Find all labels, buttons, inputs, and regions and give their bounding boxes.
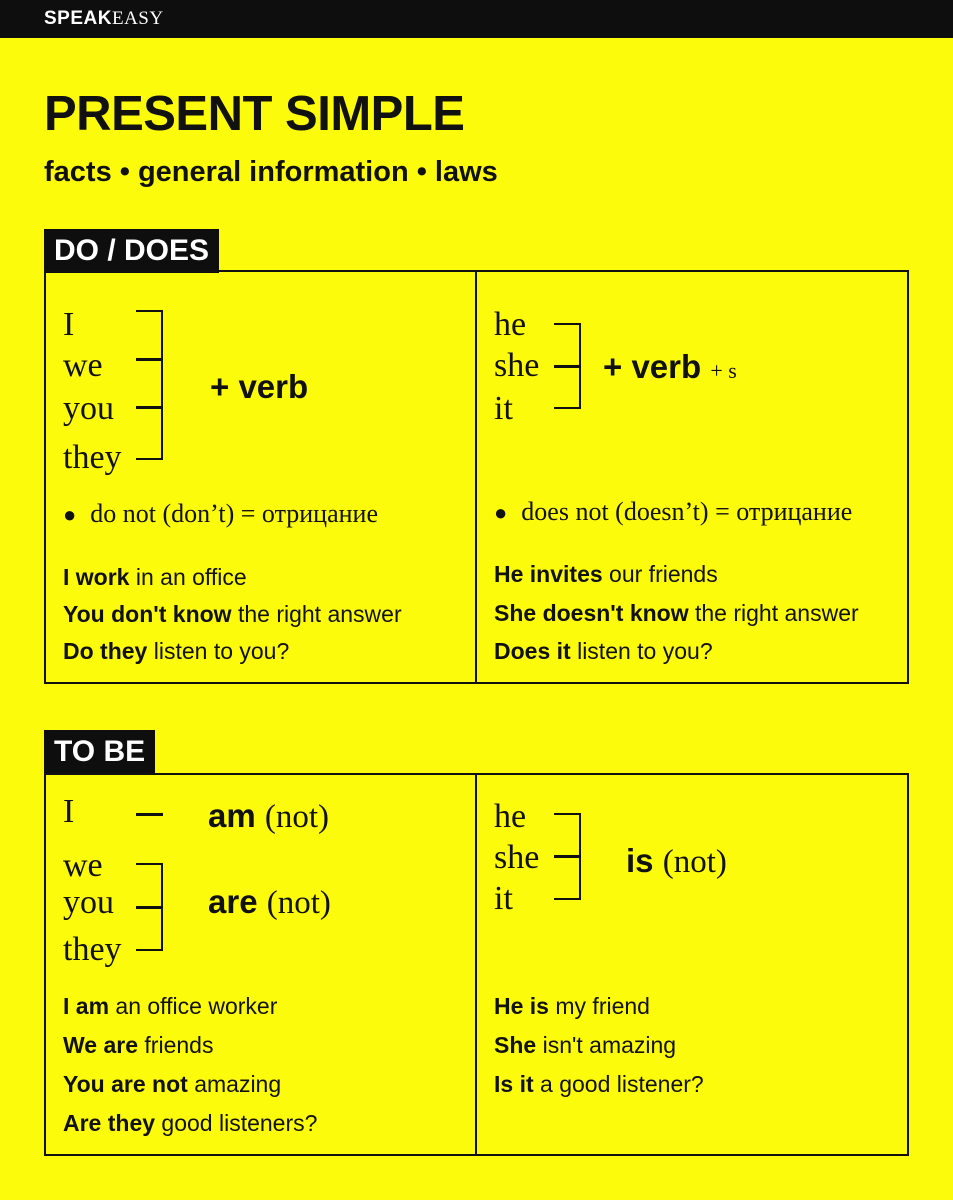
do-does-table bbox=[44, 270, 909, 684]
example-line: He invites our friends bbox=[494, 561, 718, 587]
formula-is: is (not) bbox=[626, 842, 727, 880]
brand-logo bbox=[44, 8, 164, 30]
formula-verb-s: + verb + s bbox=[603, 348, 737, 385]
section-tag-to-be: TO BE bbox=[44, 730, 155, 774]
pronoun-i: I bbox=[63, 306, 75, 343]
bracket-tick bbox=[136, 906, 163, 909]
example-line: Is it a good listener? bbox=[494, 1071, 704, 1097]
example-line: I work in an office bbox=[63, 564, 247, 590]
negation-note bbox=[63, 499, 378, 529]
dash bbox=[136, 813, 163, 816]
example-line: Do they listen to you? bbox=[63, 638, 290, 664]
negation-note-text: does not (doesn’t) = отрицание bbox=[521, 497, 853, 526]
pronoun-it: it bbox=[494, 880, 513, 917]
example-line: We are friends bbox=[63, 1032, 214, 1058]
pronoun-she: she bbox=[494, 839, 540, 876]
example-line: You don't know the right answer bbox=[63, 601, 402, 627]
column-divider bbox=[475, 272, 477, 682]
example-line: She doesn't know the right answer bbox=[494, 600, 859, 626]
formula-verb: + verb bbox=[210, 368, 309, 405]
column-divider bbox=[475, 775, 477, 1154]
brand-light: EASY bbox=[111, 8, 164, 29]
example-line: She isn't amazing bbox=[494, 1032, 677, 1058]
bracket bbox=[136, 310, 163, 460]
pronoun-i: I bbox=[63, 793, 75, 830]
example-line: You are not amazing bbox=[63, 1071, 282, 1097]
page-title: PRESENT SIMPLE bbox=[44, 87, 465, 141]
top-bar bbox=[0, 0, 953, 38]
to-be-table bbox=[44, 773, 909, 1156]
bracket-tick bbox=[136, 358, 163, 361]
page-subtitle: facts • general information • laws bbox=[44, 156, 498, 188]
formula-are: are (not) bbox=[208, 883, 331, 921]
example-line: Are they good listeners? bbox=[63, 1110, 318, 1136]
bracket-tick bbox=[554, 365, 581, 368]
pronoun-we: we bbox=[63, 347, 103, 384]
pronoun-he: he bbox=[494, 798, 527, 835]
example-line: Does it listen to you? bbox=[494, 638, 713, 664]
section-tag-do-does: DO / DOES bbox=[44, 229, 219, 273]
pronoun-we: we bbox=[63, 847, 103, 884]
negation-note-text: do not (don’t) = отрицание bbox=[90, 499, 378, 528]
formula-am: am (not) bbox=[208, 797, 330, 835]
pronoun-you: you bbox=[63, 390, 114, 427]
pronoun-you: you bbox=[63, 884, 114, 921]
pronoun-she: she bbox=[494, 347, 540, 384]
bullet-icon: ● bbox=[63, 502, 77, 527]
pronoun-it: it bbox=[494, 390, 513, 427]
example-line: I am an office worker bbox=[63, 993, 278, 1019]
pronoun-they: they bbox=[63, 439, 122, 476]
bracket-tick bbox=[554, 855, 581, 858]
pronoun-he: he bbox=[494, 306, 527, 343]
pronoun-they: they bbox=[63, 931, 122, 968]
brand-bold: SPEAK bbox=[44, 8, 112, 29]
bullet-icon: ● bbox=[494, 500, 508, 525]
example-line: He is my friend bbox=[494, 993, 650, 1019]
bracket-tick bbox=[136, 406, 163, 409]
negation-note bbox=[494, 497, 852, 527]
